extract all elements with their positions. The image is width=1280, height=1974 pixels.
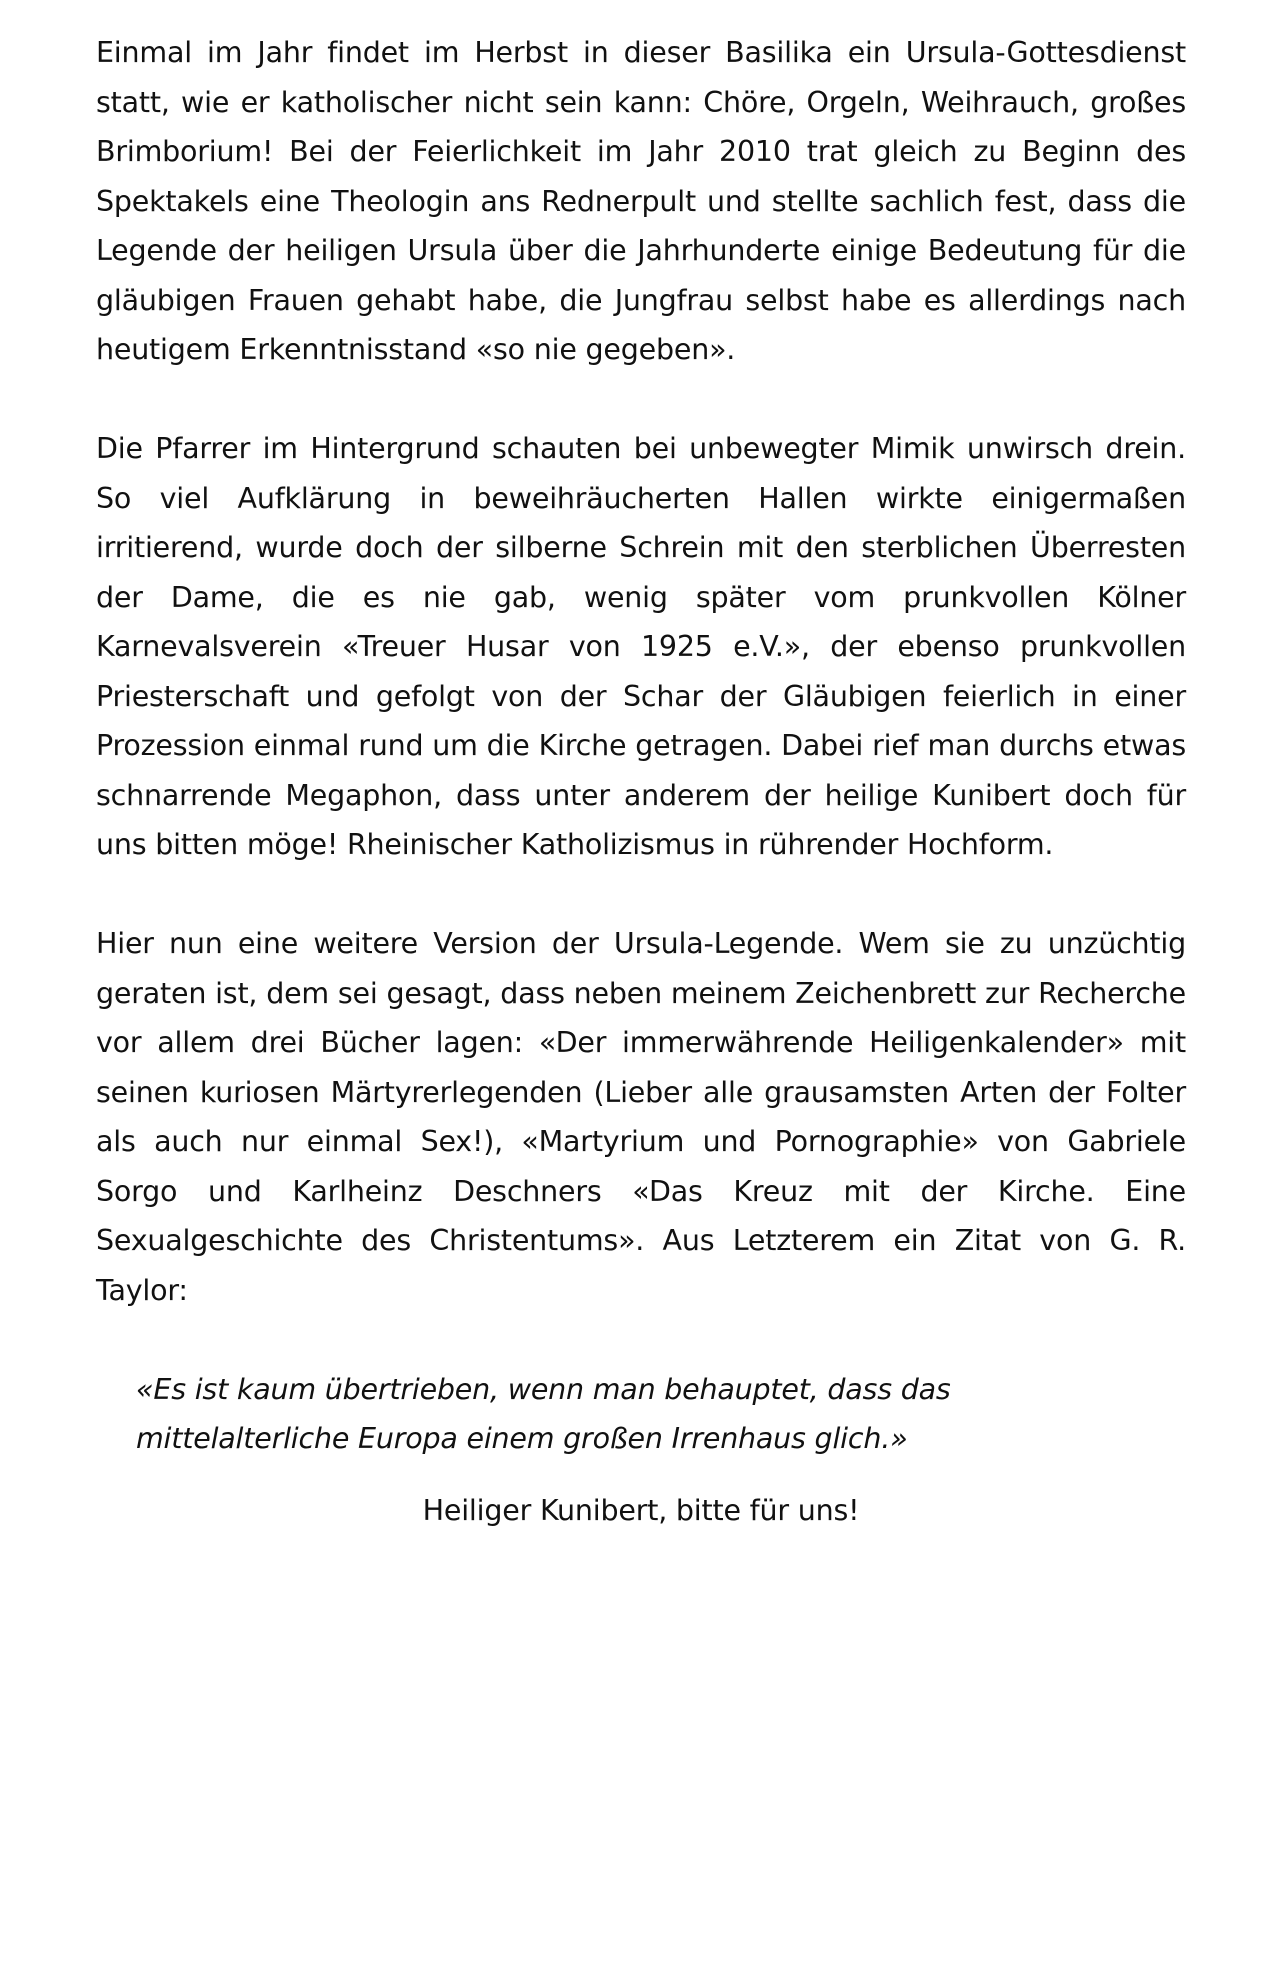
paragraph-3: Hier nun eine weitere Version der Ursula-Legende. Wem sie zu unzüchtig geraten ist, dem sei gesagt, dass neben meinem Zeichenbrett zur Recherche vor allem drei Bücher lagen: «Der immerwährende Heiligenkalender» mit seinen kuriosen Märtyrerlegenden (Lieber alle grausamsten Arten der Folter als auch nur einmal Sex!), «Martyrium und Pornographie» von Gabriele Sorgo und Karlheinz Deschners «Das Kreuz mit der Kirche. Eine Sexualgeschichte des Christentums». Aus Letzterem ein Zitat von G. R. Taylor: <box>96 927 1186 1307</box>
taylor-quote: «Es ist kaum übertrieben, wenn man behauptet, dass das mittelalterliche Europa einem großen Irrenhaus glich.» <box>136 1372 951 1455</box>
paragraph-1: Einmal im Jahr findet im Herbst in dieser Basilika ein Ursula-Gottesdienst statt, wie er katholischer nicht sein kann: Chöre, Orgeln, Weihrauch, großes Brimborium! Bei der Feierlichkeit im Jahr 2010 trat gleich zu Beginn des Spektakels eine Theologin ans Rednerpult und stellte sachlich fest, dass die Legende der heiligen Ursula über die Jahrhunderte einige Bedeutung für die gläubigen Frauen gehabt habe, die Jungfrau selbst habe es allerdings nach heutigem Erkenntnisstand «so nie gegeben». <box>96 36 1186 366</box>
page-text <box>96 28 1186 1535</box>
closing-line: Heiliger Kunibert, bitte für uns! <box>422 1493 860 1527</box>
paragraph-2: Die Pfarrer im Hintergrund schauten bei unbewegter Mimik unwirsch drein. So viel Aufklärung in beweihräucherten Hallen wirkte einigermaßen irritierend, wurde doch der silberne Schrein mit den sterblichen Überresten der Dame, die es nie gab, wenig später vom prunkvollen Kölner Karnevalsverein «Treuer Husar von 1925 e.V.», der ebenso prunkvollen Priesterschaft und gefolgt von der Schar der Gläubigen feierlich in einer Prozession einmal rund um die Kirche getragen. Dabei rief man durchs etwas schnarrende Megaphon, dass unter anderem der heilige Kunibert doch für uns bitten möge! Rheinischer Katholizismus in rührender Hochform. <box>96 432 1186 861</box>
